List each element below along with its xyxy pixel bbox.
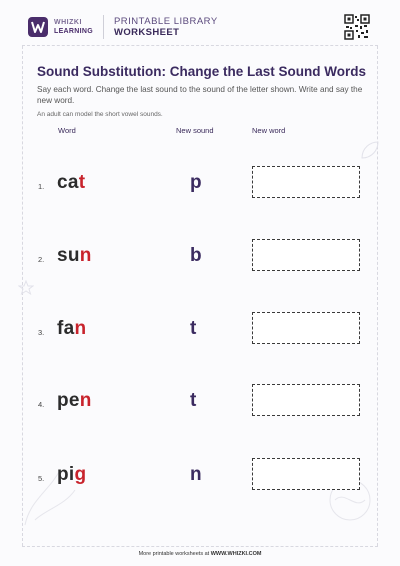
row-number: 1.	[38, 182, 45, 191]
header-worksheet-label: WORKSHEET	[113, 26, 180, 38]
whizki-logo-icon	[28, 17, 48, 37]
source-word	[57, 245, 92, 267]
column-header-word: Word	[58, 126, 76, 135]
word-stem: ca	[57, 172, 79, 193]
new-word-answer-box[interactable]	[252, 458, 360, 490]
word-stem: pi	[57, 464, 75, 485]
page-footer	[22, 546, 378, 557]
adult-note: An adult can model the short vowel sounds.	[37, 111, 163, 118]
row-number: 3.	[38, 328, 45, 337]
footer-website-link[interactable]: WWW.WHIZKI.COM	[210, 551, 262, 557]
new-sound-letter: n	[190, 464, 202, 485]
exercise-row	[0, 166, 400, 206]
new-word-answer-box[interactable]	[252, 384, 360, 416]
word-stem: su	[57, 245, 80, 266]
source-word	[57, 390, 92, 412]
word-stem: fa	[57, 318, 75, 339]
new-sound-letter: p	[190, 172, 202, 193]
worksheet-instructions: Say each word. Change the last sound to the sound of the letter shown. Write and say the new word.	[37, 85, 363, 105]
column-header-new-sound: New sound	[176, 126, 214, 135]
row-number: 4.	[38, 400, 45, 409]
word-stem: pe	[57, 390, 80, 411]
column-header-new-word: New word	[252, 126, 286, 135]
background-leaf-icon	[360, 140, 380, 160]
new-word-answer-box[interactable]	[252, 239, 360, 271]
last-sound-letter: n	[79, 390, 92, 411]
new-word-answer-box[interactable]	[252, 166, 360, 198]
qr-code-icon[interactable]	[344, 14, 370, 40]
new-sound-letter: b	[190, 245, 202, 266]
logo-line2: LEARNING	[54, 27, 93, 35]
new-word-answer-box[interactable]	[252, 312, 360, 344]
exercise-row	[0, 384, 400, 424]
logo-line1: WHIZKI	[54, 18, 82, 26]
new-sound-letter: t	[190, 318, 197, 339]
last-sound-letter: t	[78, 172, 86, 193]
row-number: 5.	[38, 474, 45, 483]
header-library-label: PRINTABLE LIBRARY	[113, 15, 218, 27]
worksheet-header	[22, 8, 378, 46]
row-number: 2.	[38, 255, 45, 264]
last-sound-letter: n	[74, 318, 87, 339]
exercise-row	[0, 312, 400, 352]
header-divider	[103, 15, 104, 39]
new-sound-letter: t	[190, 390, 197, 411]
brand-logo[interactable]	[28, 17, 93, 37]
source-word	[57, 464, 86, 486]
last-sound-letter: n	[79, 245, 92, 266]
worksheet-title: Sound Substitution: Change the Last Sound Words	[37, 64, 366, 79]
exercise-row	[0, 239, 400, 279]
exercise-row	[0, 458, 400, 498]
footer-text: More printable worksheets at	[138, 551, 210, 557]
background-star-icon	[18, 280, 34, 296]
source-word	[57, 318, 86, 340]
source-word	[57, 172, 85, 194]
last-sound-letter: g	[74, 464, 87, 485]
